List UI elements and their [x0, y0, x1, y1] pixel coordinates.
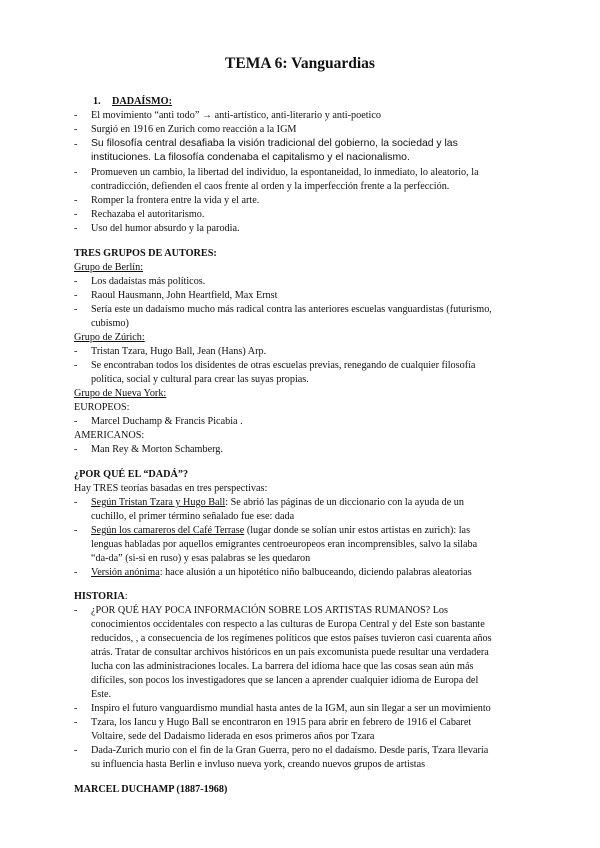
arrow-right-icon: → — [201, 110, 213, 121]
bullet-dash: - — [74, 195, 78, 206]
list-item: Sería este un dadaísmo mucho más radical contra las anteriores escuelas vanguardistas (futurismo, — [91, 304, 492, 315]
bullet-dash: - — [74, 139, 78, 150]
group-label-zurich: Grupo de Zúrich: — [74, 332, 145, 343]
list-item: Su filosofía central desafiaba la visión tradicional del gobierno, la sociedad y las — [91, 138, 458, 149]
list-item-continued: cubismo) — [91, 318, 129, 329]
list-item: Surgió en 1916 en Zurich como reacción a la IGM — [91, 124, 297, 135]
bullet-dash: - — [74, 416, 78, 427]
list-item-continued: instituciones. La filosofía condenaba el capitalismo y el nacionalismo. — [91, 152, 410, 163]
bullet-dash: - — [74, 167, 78, 178]
bullet-dash: - — [74, 497, 78, 508]
bullet-dash: - — [74, 703, 78, 714]
list-item: Dada-Zurich murio con el fin de la Gran Guerra, pero no el dadaísmo. Desde parís, Tzara llevaría — [91, 745, 489, 756]
bullet-dash: - — [74, 745, 78, 756]
paragraph: Hay TRES teorías basadas en tres perspectivas: — [74, 483, 268, 494]
list-item: Raoul Hausmann, John Heartfield, Max Ernst — [91, 290, 278, 301]
list-item-continued: difíciles, son pocos los investigadores que se lancen a aprender cualquier idioma de Europa del — [91, 675, 479, 686]
list-item: Romper la frontera entre la vida y el arte. — [91, 195, 260, 206]
list-item-continued: “da-da” (si-si en ruso) y esas palabras se les quedaron — [91, 553, 311, 564]
section-heading-dadaismo: DADAÍSMO: — [112, 96, 172, 107]
list-item: Según los camareros del Café Terrase (lugar donde se solían unir estos artistas en zurich): las — [91, 525, 471, 536]
bullet-dash: - — [74, 346, 78, 357]
bullet-dash: - — [74, 717, 78, 728]
list-item: Versión anónima: hace alusión a un hipotético niño balbuceando, diciendo palabras aleatorias — [91, 567, 472, 578]
list-item: Los dadaístas más políticos. — [91, 276, 206, 287]
section-number: 1. — [93, 96, 101, 107]
page-title: TEMA 6: Vanguardias — [225, 55, 375, 72]
bullet-dash: - — [74, 525, 78, 536]
section-heading-porque: ¿POR QUÉ EL “DADÁ”? — [74, 469, 189, 480]
section-heading-historia: HISTORIA: — [74, 591, 128, 602]
bullet-dash: - — [74, 304, 78, 315]
list-item-continued: Este. — [91, 689, 112, 700]
bullet-dash: - — [74, 223, 78, 234]
list-item-continued: lucha con las administraciones locales. La barrera del idioma hace que las cosas sean aún más — [91, 661, 474, 672]
list-item: Marcel Duchamp & Francis Picabia . — [91, 416, 243, 427]
group-label-berlin: Grupo de Berlín: — [74, 262, 144, 273]
subgroup-label-europeos: EUROPEOS: — [74, 402, 130, 413]
list-item-continued: cuchillo, el primer término señalado fue ese: dada — [91, 511, 295, 522]
list-item-continued: política, social y cultural para crear las suyas propias. — [91, 374, 309, 385]
bullet-dash: - — [74, 276, 78, 287]
bullet-dash: - — [74, 605, 78, 616]
bullet-dash: - — [74, 209, 78, 220]
list-item-continued: contradicción, defienden el caos frente al orden y la imperfección frente a la perfección. — [91, 181, 450, 192]
list-item: Tristan Tzara, Hugo Ball, Jean (Hans) Arp. — [91, 346, 267, 357]
list-item-continued: conocimientos occidentales con respecto a las culturas de Europa Central y del Este son bastante — [91, 619, 485, 630]
group-label-nueva-york: Grupo de Nueva York: — [74, 388, 167, 399]
list-item-continued: reducidos, , a consecuencia de los regímenes políticos que estos países tuvieron casi cuarenta años — [91, 633, 492, 644]
bullet-dash: - — [74, 567, 78, 578]
list-item: Tzara, los Iancu y Hugo Ball se encontraron en 1915 para abrir en febrero de 1916 el Cabaret — [91, 717, 472, 728]
list-item-continued: atrás. Tratar de consultar archivos históricos en un país excomunista puede resultar una verdadera — [91, 647, 489, 658]
list-item: Man Rey & Morton Schamberg. — [91, 444, 223, 455]
list-item-continued: Voltaire, sede del Dadaismo liderada en esos primeros años por Tzara — [91, 731, 375, 742]
list-item: Rechazaba el autoritarismo. — [91, 209, 205, 220]
bullet-dash: - — [74, 444, 78, 455]
list-item: Promueven un cambio, la libertad del individuo, la espontaneidad, lo inmediato, lo aleatorio, la — [91, 167, 479, 178]
subgroup-label-americanos: AMERICANOS: — [74, 430, 145, 441]
list-item-continued: lenguas habladas por aquellos emigrantes centroeuropeos eran incomprensibles, salvo la silaba — [91, 539, 478, 550]
bullet-dash: - — [74, 124, 78, 135]
list-item-continued: su influencia hasta Berlin e invluso nueva york, creando nuevos grupos de artistas — [91, 759, 426, 770]
list-item: Uso del humor absurdo y la parodia. — [91, 223, 240, 234]
bullet-dash: - — [74, 110, 78, 121]
list-item: El movimiento “anti todo” → anti-artístico, anti-literario y anti-poetico — [91, 110, 381, 121]
list-item: Se encontraban todos los disidentes de otras escuelas previas, renegando de cualquier filosofía — [91, 360, 476, 371]
section-heading-duchamp: MARCEL DUCHAMP (1887-1968) — [74, 784, 228, 795]
bullet-dash: - — [74, 360, 78, 371]
section-heading-grupos: TRES GRUPOS DE AUTORES: — [74, 248, 217, 259]
list-item: ¿POR QUÉ HAY POCA INFORMACIÓN SOBRE LOS ARTISTAS RUMANOS? Los — [91, 605, 448, 616]
list-item: Inspiro el futuro vanguardismo mundial hasta antes de la IGM, aun sin llegar a ser un movimiento — [91, 703, 491, 714]
bullet-dash: - — [74, 290, 78, 301]
list-item: Según Tristan Tzara y Hugo Ball: Se abrió las páginas de un diccionario con la ayuda de un — [91, 497, 464, 508]
